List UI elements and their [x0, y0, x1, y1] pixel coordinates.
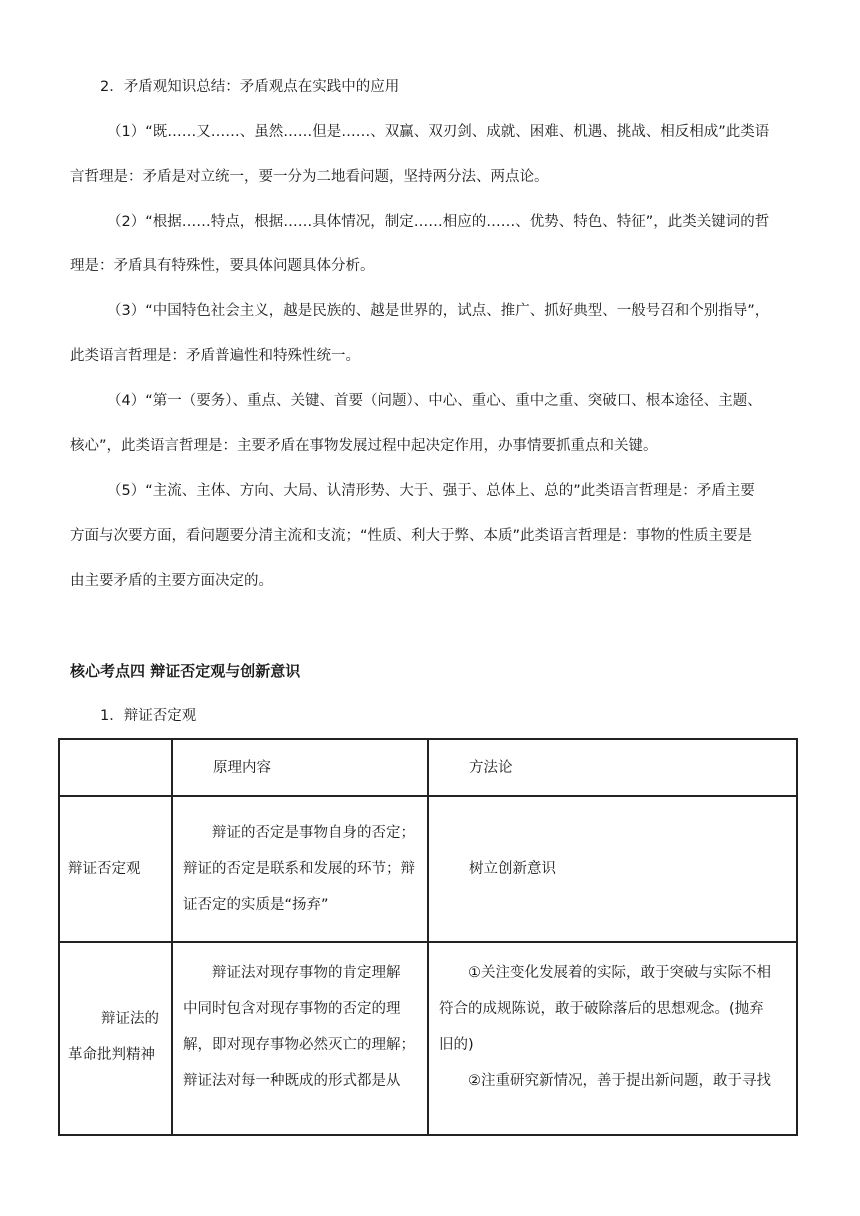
dialectical-negation-table — [58, 738, 798, 1136]
header-cell-principle: 原理内容 — [172, 739, 428, 796]
section-heading: 2．矛盾观知识总结：矛盾观点在实践中的应用 — [100, 79, 400, 95]
paragraph-line: 核心”，此类语言哲理是：主要矛盾在事物发展过程中起决定作用，办事情要抓重点和关键。 — [70, 438, 658, 454]
paragraph-line: 由主要矛盾的主要方面决定的。 — [70, 573, 273, 589]
core-point-title: 核心考点四 辩证否定观与创新意识 — [70, 662, 301, 680]
paragraph-line: 此类语言哲理是：矛盾普遍性和特殊性统一。 — [70, 348, 360, 364]
row-label: 辩证法的 革命批判精神 — [59, 942, 172, 1135]
header-cell-empty — [59, 739, 172, 796]
subsection-heading: 1．辩证否定观 — [100, 708, 197, 724]
row-label: 辩证否定观 — [59, 796, 172, 942]
paragraph-line: 理是：矛盾具有特殊性，要具体问题具体分析。 — [70, 258, 375, 274]
principle-cell: 辩证法对现存事物的肯定理解 中同时包含对现存事物的否定的理 解，即对现存事物必然灭亡的理解； 辩证法对每一种既成的形式都是从 — [172, 942, 428, 1135]
paragraph-line: 方面与次要方面，看问题要分清主流和支流；“性质、利大于弊、本质”此类语言哲理是：事物的性质主要是 — [70, 528, 753, 544]
method-cell: ①关注变化发展着的实际，敢于突破与实际不相 符合的成规陈说，敢于破除落后的思想观念。(抛弃 旧的) ②注重研究新情况，善于提出新问题，敢于寻找 — [428, 942, 797, 1135]
header-cell-method: 方法论 — [428, 739, 797, 796]
paragraph-line: （1）“既……又……、虽然……但是……、双赢、双刃剑、成就、困难、机遇、挑战、相反相成”此类语 — [107, 124, 770, 140]
paragraph-line: 言哲理是：矛盾是对立统一，要一分为二地看问题，坚持两分法、两点论。 — [70, 169, 549, 185]
paragraph-line: （2）“根据……特点，根据……具体情况，制定……相应的……、优势、特色、特征”，此类关键词的哲 — [107, 214, 770, 230]
table-header-row — [59, 739, 797, 796]
paragraph-line: （3）“中国特色社会主义，越是民族的、越是世界的，试点、推广、抓好典型、一般号召和个别指导”， — [107, 303, 770, 319]
table-row — [59, 942, 797, 1135]
paragraph-line: （5）“主流、主体、方向、大局、认清形势、大于、强于、总体上、总的”此类语言哲理是：矛盾主要 — [107, 483, 755, 499]
principle-cell: 辩证的否定是事物自身的否定； 辩证的否定是联系和发展的环节；辩 证否定的实质是“扬弃” — [172, 796, 428, 942]
paragraph-line: （4）“第一（要务）、重点、关键、首要（问题）、中心、重心、重中之重、突破口、根本途径、主题、 — [107, 393, 762, 409]
table-row — [59, 796, 797, 942]
method-cell: 树立创新意识 — [428, 796, 797, 942]
